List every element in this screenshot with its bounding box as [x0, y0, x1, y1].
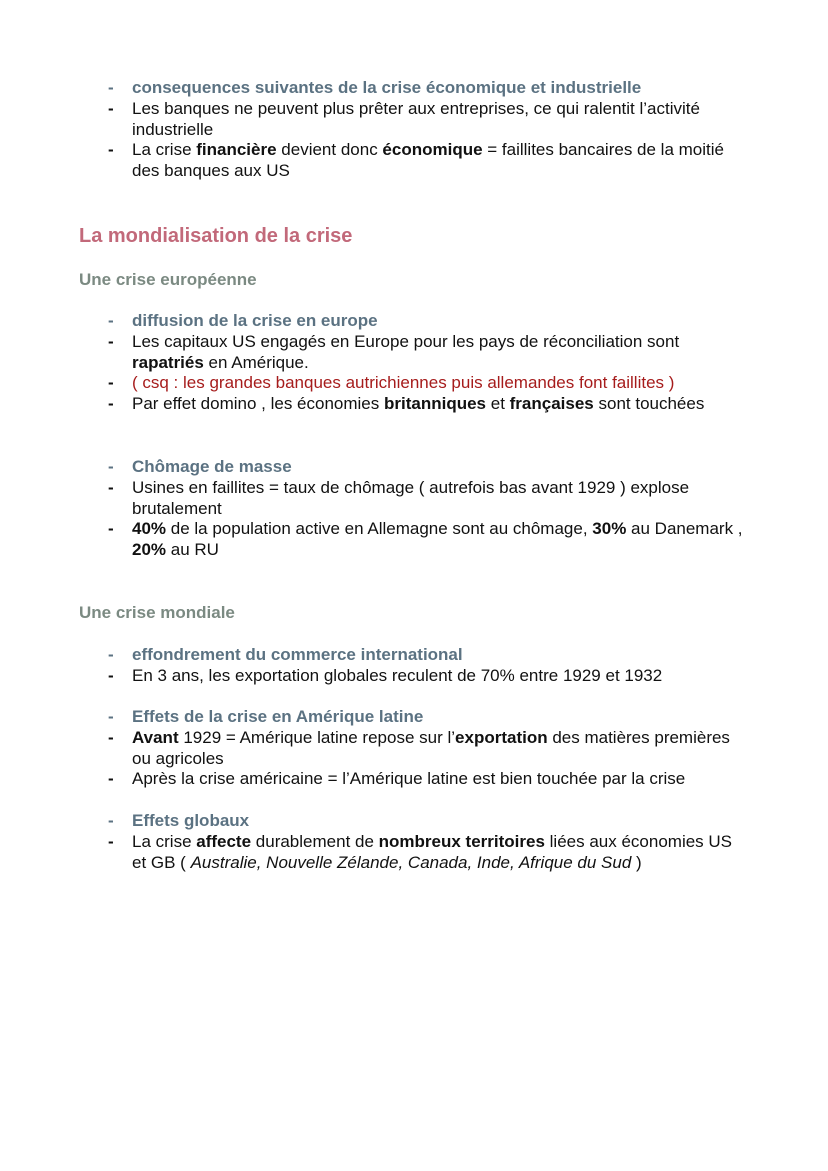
list-item-text	[132, 373, 674, 392]
text-run: en Amérique.	[203, 352, 309, 372]
dash-bullet: -	[108, 457, 114, 476]
bold-run: françaises	[509, 394, 594, 414]
text-run: Les banques ne peuvent plus prêter aux entreprises, ce qui ralentit l’activité industrielle	[132, 98, 700, 139]
text-run: )	[631, 852, 642, 872]
text-run: Effets globaux	[132, 811, 250, 830]
bullet-list	[108, 645, 748, 687]
list-item-text	[132, 478, 689, 518]
dash-bullet: -	[108, 831, 114, 851]
text-run: La crise	[132, 831, 197, 851]
bullet-list	[108, 78, 748, 182]
list-item	[108, 140, 748, 182]
text-run: Chômage de masse	[132, 457, 292, 476]
bold-run: 20%	[132, 540, 167, 560]
list-item	[108, 519, 748, 561]
bold-run: 30%	[592, 519, 627, 539]
list-item	[108, 373, 748, 394]
text-run: et	[486, 394, 510, 414]
list-item-text	[132, 78, 641, 97]
bold-run: économique	[382, 140, 483, 160]
subsection-heading: Une crise mondiale	[79, 603, 235, 622]
list-item	[108, 769, 748, 790]
text-run: consequences suivantes de la crise économique et industrielle	[132, 78, 642, 97]
bold-run: affecte	[196, 831, 252, 851]
list-item-text	[132, 99, 700, 139]
dash-bullet: -	[108, 373, 114, 393]
section-heading: La mondialisation de la crise	[79, 225, 353, 247]
dash-bullet: -	[108, 769, 114, 789]
list-item-text	[132, 666, 662, 685]
bullet-list	[108, 311, 748, 415]
dash-bullet: -	[108, 665, 114, 685]
dash-bullet: -	[108, 645, 114, 664]
list-item-text	[132, 140, 724, 180]
list-item-text	[132, 645, 463, 664]
dash-bullet: -	[108, 707, 114, 726]
list-item-text	[132, 394, 704, 413]
dash-bullet: -	[108, 477, 114, 497]
dash-bullet: -	[108, 811, 114, 830]
list-item-text	[132, 707, 423, 726]
bold-run: britanniques	[384, 394, 487, 414]
text-run: durablement de	[251, 831, 379, 851]
italic-run: Australie, Nouvelle Zélande, Canada, Inde, Afrique du Sud	[190, 852, 632, 872]
bold-run: nombreux territoires	[378, 831, 545, 851]
list-item	[108, 832, 748, 874]
text-run: Effets de la crise en Amérique latine	[132, 707, 424, 726]
bold-run: financière	[196, 140, 277, 160]
text-run: au RU	[166, 540, 219, 560]
text-run: Après la crise américaine = l’Amérique latine est bien touchée par la crise	[132, 769, 686, 789]
text-run: effondrement du commerce international	[132, 645, 463, 664]
text-run: 1929 = Amérique latine repose sur l’	[178, 727, 456, 747]
list-item-text	[132, 311, 378, 330]
text-run: diffusion de la crise en europe	[132, 311, 378, 330]
text-run: La crise	[132, 140, 197, 160]
list-item-text	[132, 332, 679, 372]
dash-bullet: -	[108, 727, 114, 747]
list-item	[108, 666, 748, 687]
list-item-text	[132, 519, 743, 559]
text-run: En 3 ans, les exportation globales reculent de 70% entre 1929 et 1932	[132, 665, 663, 685]
dash-bullet: -	[108, 311, 114, 330]
list-item-text	[132, 728, 730, 768]
dash-bullet: -	[108, 519, 114, 539]
list-item	[108, 99, 748, 141]
bold-run: Avant	[132, 727, 179, 747]
bullet-list	[108, 707, 748, 790]
text-run: Par effet domino , les économies	[132, 394, 384, 414]
dash-bullet: -	[108, 98, 114, 118]
text-run: au Danemark ,	[626, 519, 743, 539]
text-run: sont touchées	[593, 394, 705, 414]
text-run: = faillites bancaires de la moitié des banques aux US	[132, 140, 724, 181]
list-item-heading	[108, 457, 748, 478]
text-run: Usines en faillites = taux de chômage ( autrefois bas avant 1929 ) explose brutalement	[132, 477, 690, 518]
list-item	[108, 394, 748, 415]
subsection-heading: Une crise européenne	[79, 270, 257, 289]
list-item	[108, 728, 748, 770]
bold-run: rapatriés	[132, 352, 204, 372]
text-run: devient donc	[276, 140, 383, 160]
list-item-heading	[108, 811, 748, 832]
list-item-heading	[108, 707, 748, 728]
list-item-text	[132, 811, 249, 830]
text-run: liées aux économies US et GB (	[132, 831, 733, 872]
list-item-text	[132, 457, 292, 476]
bullet-list	[108, 457, 748, 561]
text-run: ( csq : les grandes banques autrichiennes puis allemandes font faillites )	[132, 373, 675, 393]
list-item	[108, 332, 748, 374]
dash-bullet: -	[108, 394, 114, 414]
dash-bullet: -	[108, 331, 114, 351]
list-item-heading	[108, 311, 748, 332]
list-item-text	[132, 769, 685, 788]
dash-bullet: -	[108, 140, 114, 160]
list-item-text	[132, 832, 732, 872]
list-item	[108, 478, 748, 520]
list-item-heading	[108, 645, 748, 666]
dash-bullet: -	[108, 78, 114, 97]
text-run: des matières premières ou agricoles	[132, 727, 730, 768]
bold-run: 40%	[132, 519, 167, 539]
text-run: de la population active en Allemagne sont au chômage,	[166, 519, 593, 539]
bullet-list	[108, 811, 748, 873]
list-item-heading	[108, 78, 748, 99]
bold-run: exportation	[455, 727, 548, 747]
text-run: Les capitaux US engagés en Europe pour les pays de réconciliation sont	[132, 331, 680, 351]
